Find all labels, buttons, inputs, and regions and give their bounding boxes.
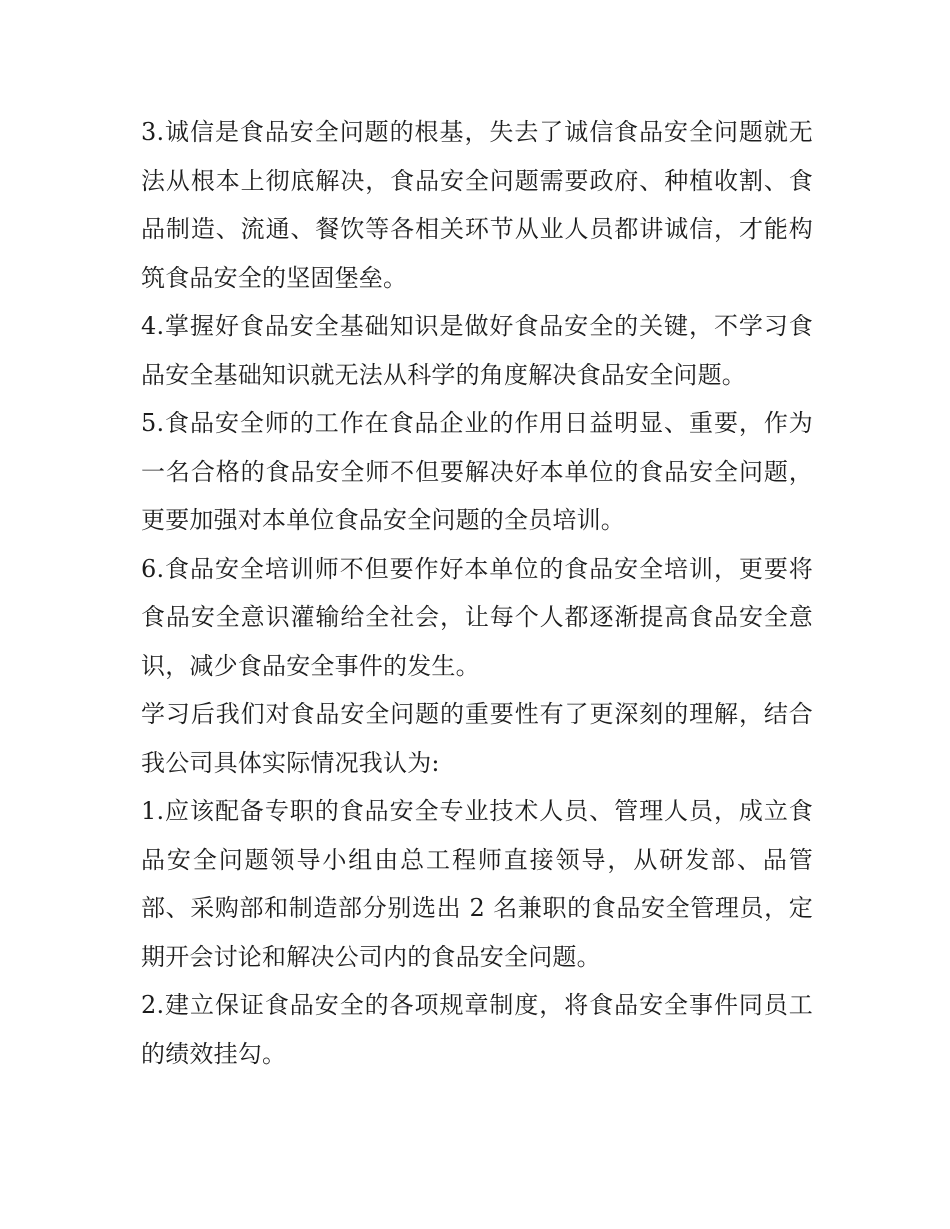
paragraph-point-5: 5.食品安全师的工作在食品企业的作用日益明显、重要，作为一名合格的食品安全师不但要解决好本单位的食品安全问题，更要加强对本单位食品安全问题的全员培训。: [141, 409, 813, 534]
paragraph-proposal-2: 2.建立保证食品安全的各项规章制度，将食品安全事件同员工的绩效挂勾。: [141, 991, 813, 1068]
paragraph-point-4: 4.掌握好食品安全基础知识是做好食品安全的关键，不学习食品安全基础知识就无法从科学的角度解决食品安全问题。: [141, 312, 813, 389]
paragraph-point-3: 3.诚信是食品安全问题的根基，失去了诚信食品安全问题就无法从根本上彻底解决，食品安全问题需要政府、种植收割、食品制造、流通、餐饮等各相关环节从业人员都讲诚信，才能构筑食品安全的坚固堡垒。: [141, 118, 813, 292]
document-body: [141, 108, 813, 1078]
paragraph-summary: 学习后我们对食品安全问题的重要性有了更深刻的理解，结合我公司具体实际情况我认为:: [141, 700, 813, 777]
paragraph-proposal-1: 1.应该配备专职的食品安全专业技术人员、管理人员，成立食品安全问题领导小组由总工程师直接领导，从研发部、品管部、采购部和制造部分别选出 2 名兼职的食品安全管理员，定期开会讨论和解决公司内的食品安全问题。: [141, 797, 813, 971]
paragraph-point-6: 6.食品安全培训师不但要作好本单位的食品安全培训，更要将食品安全意识灌输给全社会，让每个人都逐渐提高食品安全意识，减少食品安全事件的发生。: [141, 554, 813, 680]
